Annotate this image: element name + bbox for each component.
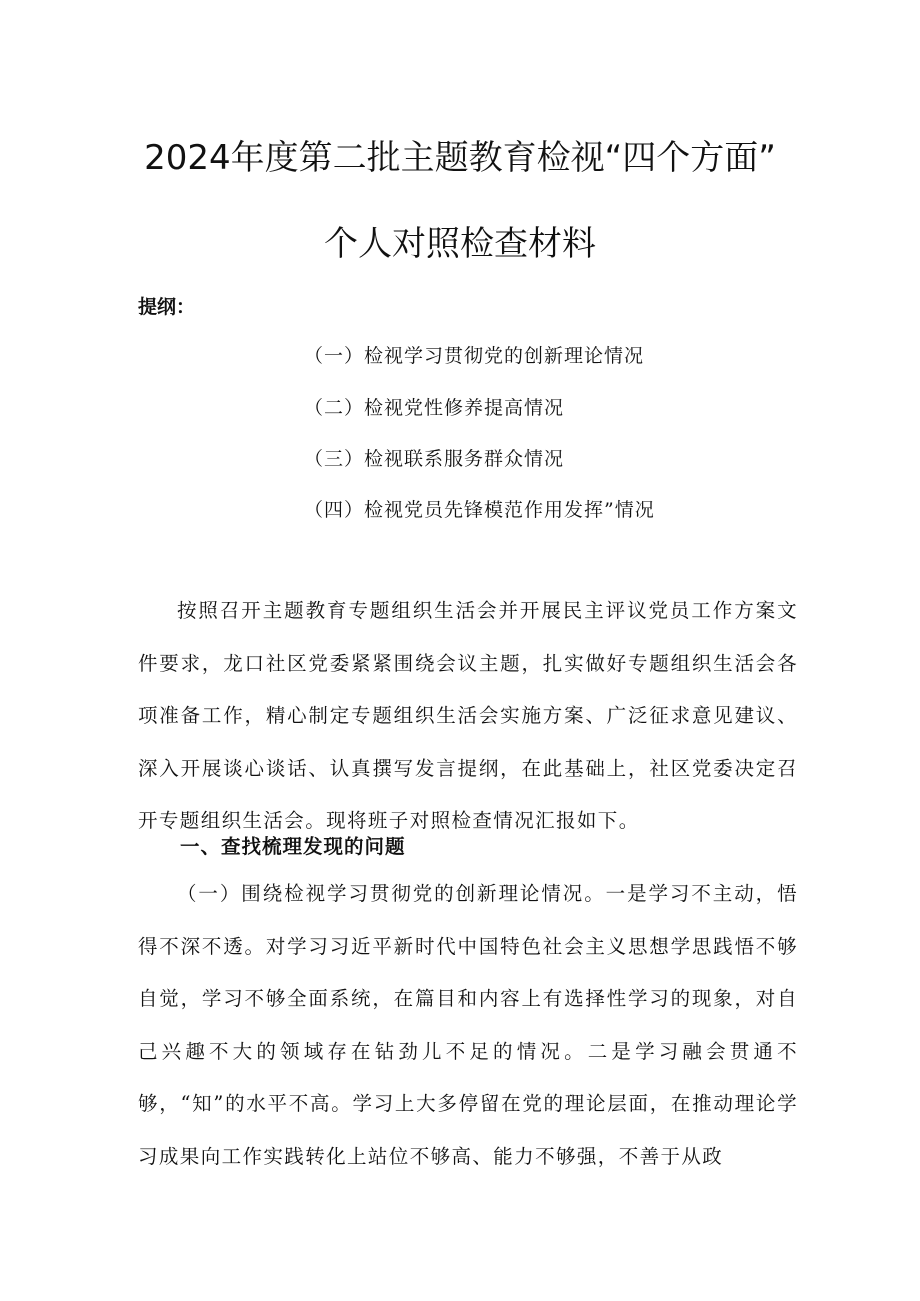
outline-item-1: （一）检视学习贯彻党的创新理论情况 [304, 345, 645, 367]
outline-item-3: （三）检视联系服务群众情况 [304, 448, 565, 470]
document-title-line-1: 2024年度第二批主题教育检视“四个方面” [144, 138, 776, 178]
outline-item-4: （四）检视党员先锋模范作用发挥”情况 [304, 499, 655, 521]
intro-paragraph: 按照召开主题教育专题组织生活会并开展民主评议党员工作方案文件要求，龙口社区党委紧紧围绕会议主题，扎实做好专题组织生活会各项准备工作，精心制定专题组织生活会实施方案、广泛征求意见建议、深入开展谈心谈话、认真撰写发言提纲，在此基础上，社区党委决定召开专题组织生活会。现将班子对照检查情况汇报如下。 [138, 599, 798, 832]
outline-item-2: （二）检视党性修养提高情况 [304, 397, 565, 419]
document-title-line-2: 个人对照检查材料 [324, 224, 596, 264]
outline-label: 提纲： [138, 296, 196, 318]
section-paragraph: （一）围绕检视学习贯彻党的创新理论情况。一是学习不主动，悟得不深不透。对学习习近平新时代中国特色社会主义思想学思践悟不够自觉，学习不够全面系统，在篇目和内容上有选择性学习的现象，对自己兴趣不大的领域存在钻劲儿不足的情况。二是学习融会贯通不够，“知”的水平不高。学习上大多停留在党的理论层面，在推动理论学习成果向工作实践转化上站位不够高、能力不够强，不善于从政 [138, 882, 798, 1168]
section-heading: 一、查找梳理发现的问题 [180, 835, 406, 858]
